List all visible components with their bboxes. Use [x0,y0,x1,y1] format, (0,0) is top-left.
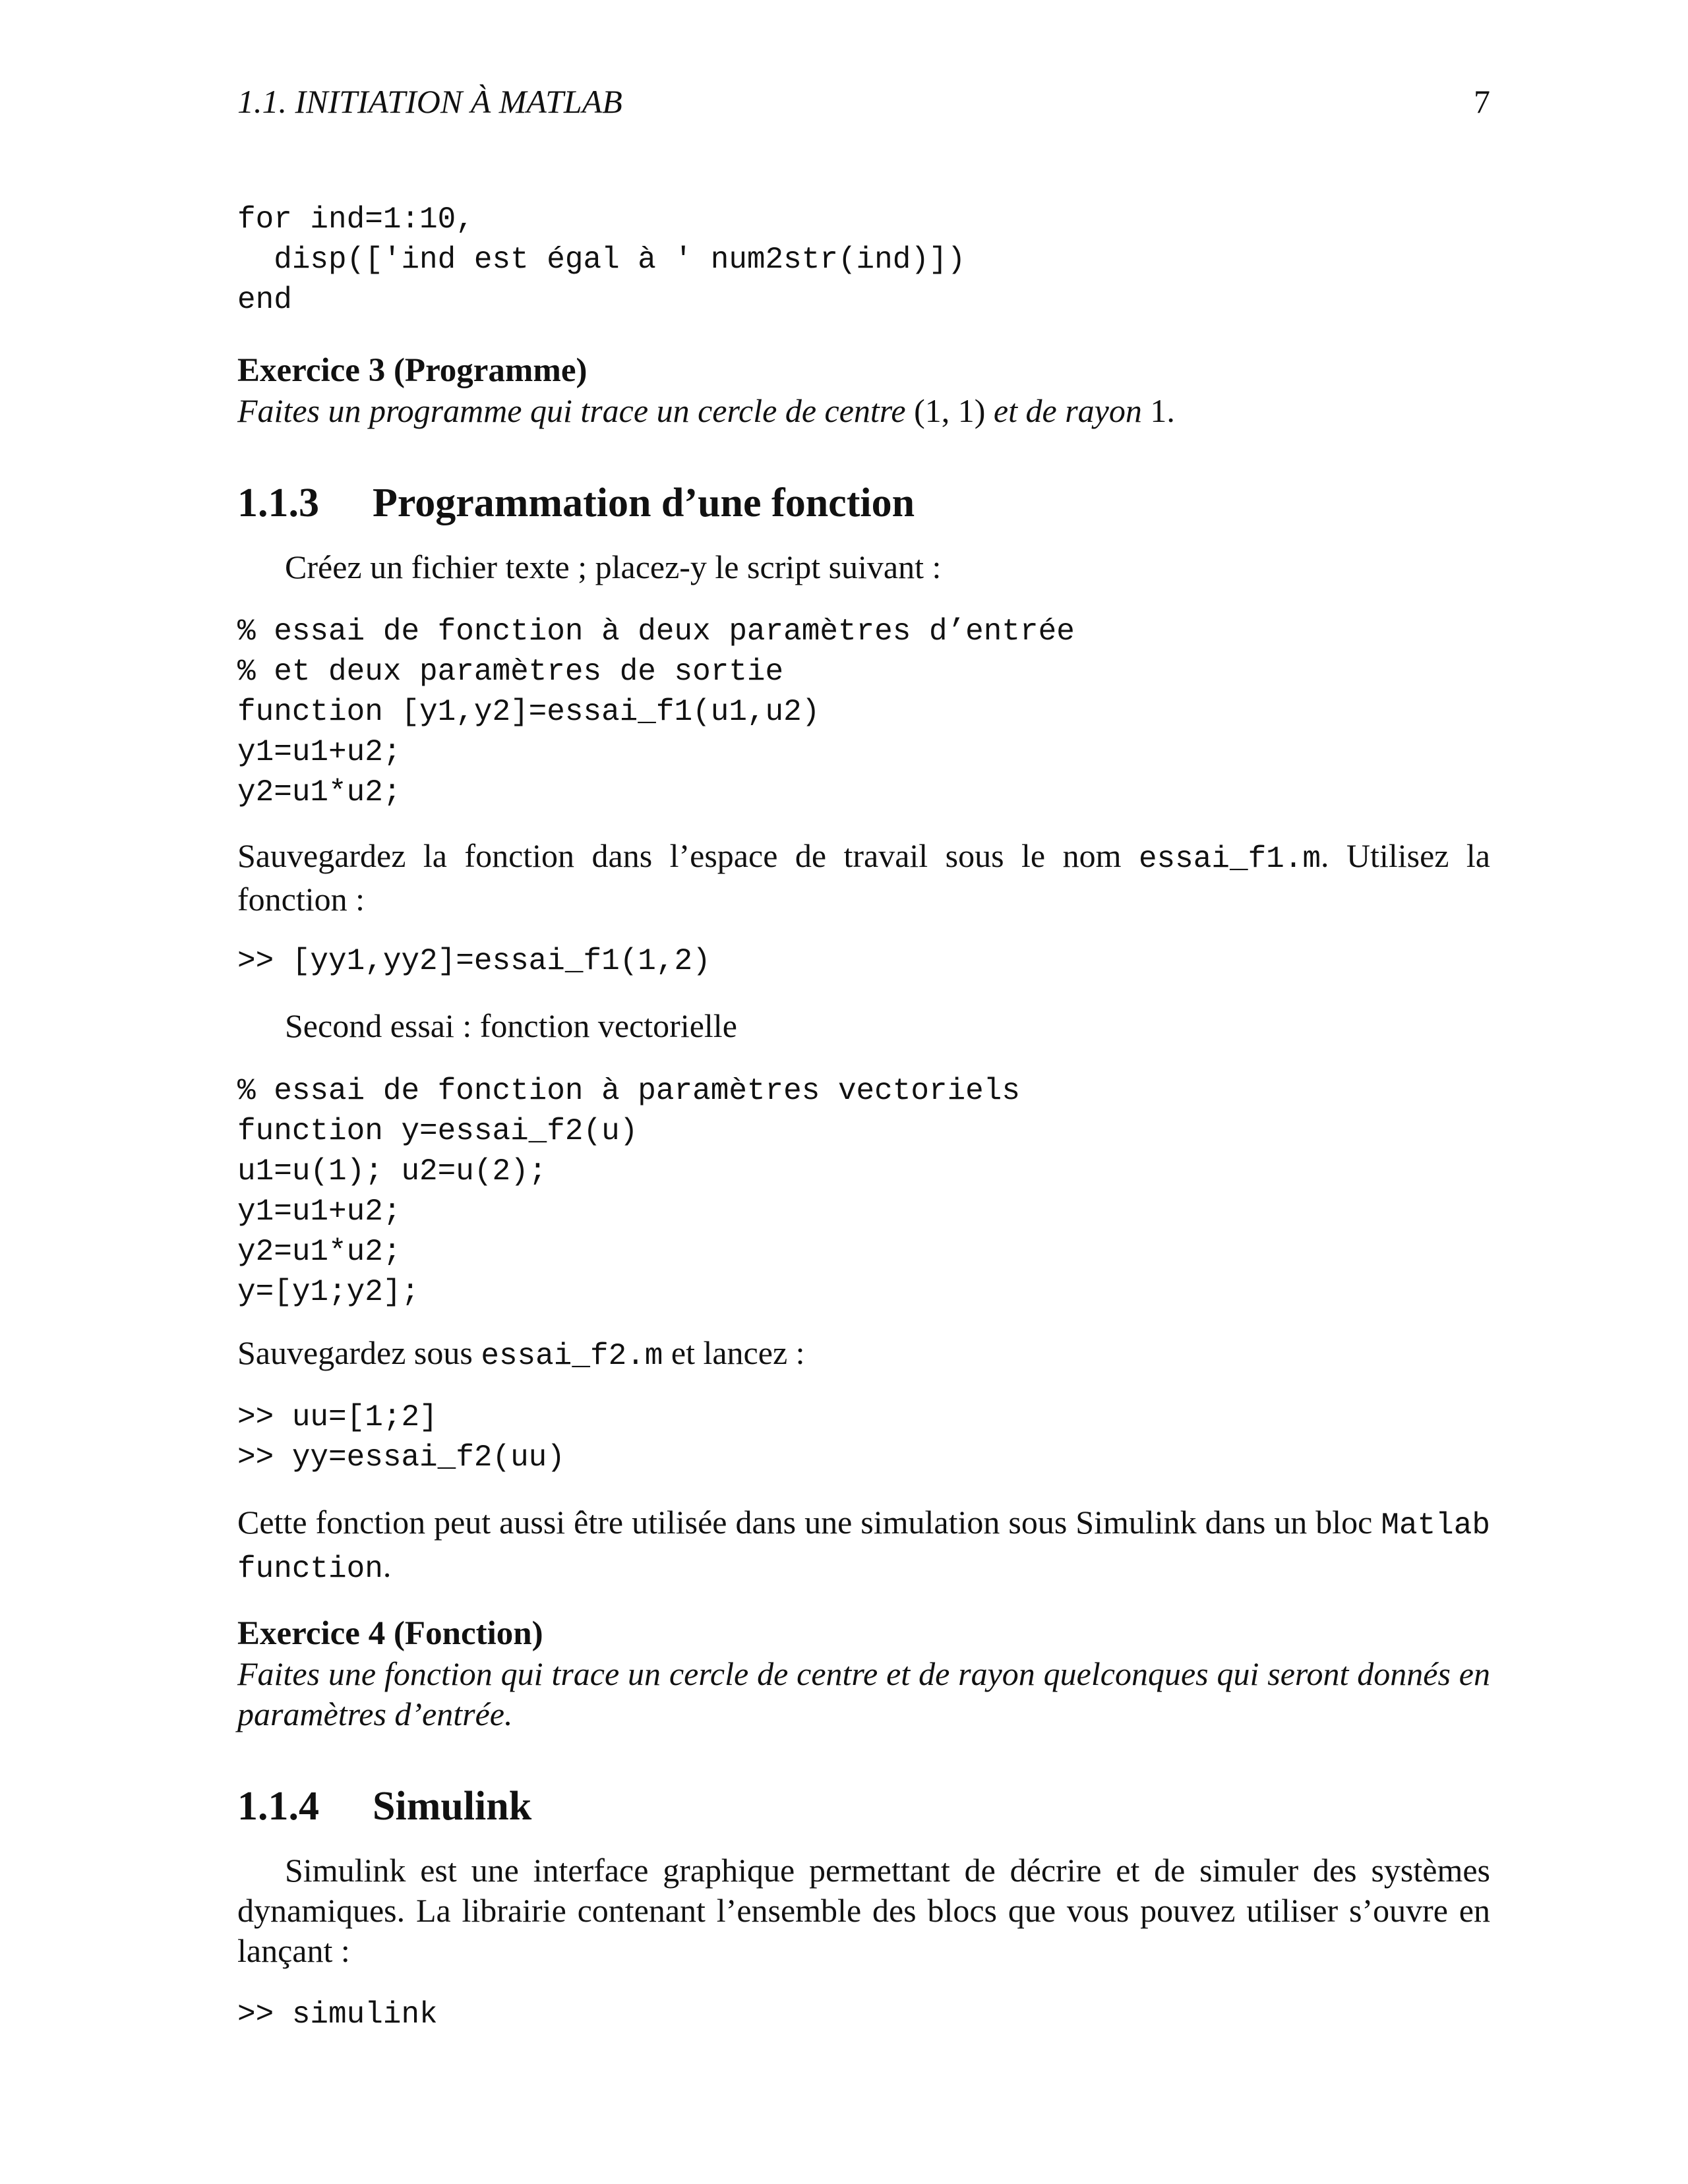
section-heading-1-1-4 [237,1783,1490,1829]
section-heading-1-1-3 [237,480,1490,526]
paragraph-save-f1: Sauvegardez la fonction dans l’espace de travail sous le nom essai_f1.m. Utilisez la fonction : [237,837,1491,918]
paragraph-second-essai: Second essai : fonction vectorielle [285,1007,737,1044]
code-block-call-f1: >> [yy1,yy2]=essai_f1(1,2) [237,944,711,978]
code-block-call-f2: >> uu=[1;2] >> yy=essai_f2(uu) [237,1400,565,1475]
exercise-body: Faites une fonction qui trace un cercle de centre et de rayon quelconques qui seront donnés en paramètres d’entrée. [237,1655,1490,1732]
chapter-title: 1.1. INITIATION À MATLAB [237,83,622,120]
paragraph-create-file: Créez un fichier texte ; placez-y le script suivant : [285,548,942,585]
section-number: 1.1.4 [237,1784,319,1829]
exercise-title: Exercice 3 (Programme) [237,352,588,389]
code-block-essai-f1: % essai de fonction à deux paramètres d’entrée % et deux paramètres de sortie function [y1,y2]=essai_f1(u1,u2) y1=u1+u2; y2=u1*u2; [237,614,1075,810]
exercise-body: Faites un programme qui trace un cercle de centre (1, 1) et de rayon 1. [237,392,1175,429]
code-block-for-loop: for ind=1:10, disp(['ind est égal à ' num2str(ind)]) end [237,202,966,317]
section-number: 1.1.3 [237,481,319,525]
code-block-simulink: >> simulink [237,1997,438,2032]
exercise-4 [237,1614,1490,1734]
paragraph-save-f2: Sauvegardez sous essai_f2.m et lancez : [237,1334,805,1373]
section-title: Simulink [373,1784,532,1829]
exercise-3 [237,351,1490,431]
paragraph-simulink: Simulink est une interface graphique permettant de décrire et de simuler des systèmes dynamiques. La librairie contenant l’ensemble des blocs que vous pouvez utiliser s’ouvre en lançant : [237,1852,1490,1969]
exercise-title: Exercice 4 (Fonction) [237,1615,543,1652]
code-block-essai-f2: % essai de fonction à paramètres vectoriels function y=essai_f2(u) u1=u(1); u2=u(2); y1=u1+u2; y2=u1*u2; y=[y1;y2]; [237,1074,1020,1309]
page-number: 7 [1474,83,1490,120]
section-title: Programmation d’une fonction [373,481,915,525]
running-header [237,82,1490,122]
paragraph-simulink-use: Cette fonction peut aussi être utilisée dans une simulation sous Simulink dans un bloc Matlab function. [237,1504,1490,1586]
